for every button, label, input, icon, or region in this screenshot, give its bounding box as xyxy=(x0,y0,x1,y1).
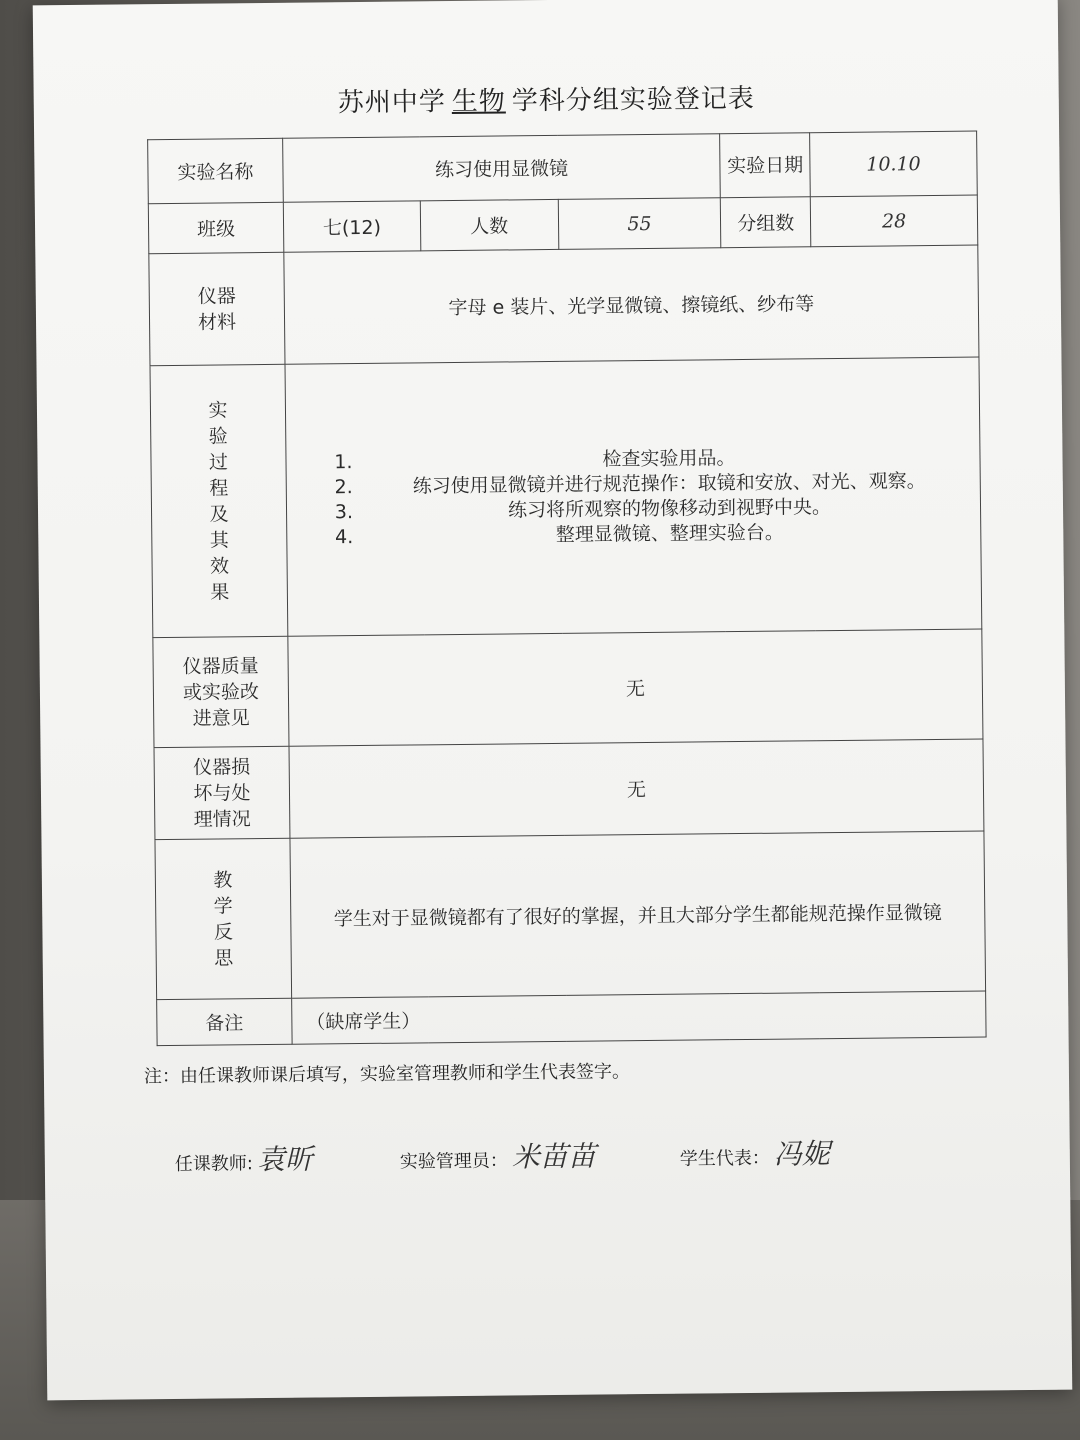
groups-value: 28 xyxy=(810,195,977,247)
process-steps xyxy=(285,357,982,636)
row-damage xyxy=(154,739,984,840)
class-value: 七(12) xyxy=(283,201,420,252)
row-experiment-name xyxy=(148,131,978,204)
equipment-label: 仪器材料 xyxy=(149,252,285,365)
row-remarks xyxy=(157,991,986,1046)
reflection-label: 教学反思 xyxy=(155,838,292,999)
quality-label: 仪器质量或实验改进意见 xyxy=(153,636,289,747)
process-step: 2. 练习使用显微镜并进行规范操作：取镜和安放、对光、观察。 xyxy=(359,468,980,500)
title-prefix: 苏州中学 xyxy=(337,87,446,119)
damage-label: 仪器损坏与处理情况 xyxy=(154,746,290,839)
student-signature xyxy=(680,1132,830,1174)
date-label: 实验日期 xyxy=(720,133,811,198)
remarks-value: （缺席学生） xyxy=(292,991,986,1044)
row-quality xyxy=(153,629,983,748)
date-value: 10.10 xyxy=(810,131,978,197)
footnote: 注：由任课教师课后填写，实验室管理教师和学生代表签字。 xyxy=(143,1061,631,1088)
class-label: 班级 xyxy=(148,202,283,253)
teacher-label: 任课教师: xyxy=(174,1153,254,1175)
row-reflection xyxy=(155,831,986,1000)
admin-signature xyxy=(400,1135,596,1177)
row-equipment xyxy=(149,245,979,366)
teacher-signature xyxy=(175,1138,314,1179)
count-value: 55 xyxy=(558,198,721,250)
title-suffix: 学科分组实验登记表 xyxy=(511,83,755,117)
student-name: 冯妮 xyxy=(773,1137,830,1171)
admin-label: 实验管理员： xyxy=(399,1150,508,1173)
quality-value: 无 xyxy=(288,629,983,746)
paper-sheet xyxy=(33,0,1073,1400)
form-title xyxy=(34,75,1059,123)
row-class-info xyxy=(148,195,977,254)
count-label: 人数 xyxy=(420,199,558,250)
experiment-name-value: 练习使用显微镜 xyxy=(283,134,721,203)
groups-label: 分组数 xyxy=(721,197,811,248)
signature-area xyxy=(174,1131,935,1177)
process-step: 3. 练习将所观察的物像移动到视野中央。 xyxy=(359,493,980,525)
remarks-label: 备注 xyxy=(157,998,292,1045)
reflection-value: 学生对于显微镜都有了很好的掌握，并且大部分学生都能规范操作显微镜 xyxy=(290,831,986,998)
process-step: 1. 检查实验用品。 xyxy=(358,443,979,475)
title-subject: 生物 xyxy=(451,86,506,118)
damage-value: 无 xyxy=(289,739,984,838)
row-process xyxy=(150,357,982,638)
process-label: 实验过程及其效果 xyxy=(150,364,288,637)
student-label: 学生代表： xyxy=(679,1147,770,1170)
teacher-name: 袁昕 xyxy=(256,1142,314,1177)
experiment-name-label: 实验名称 xyxy=(148,138,284,203)
equipment-value: 字母 e 装片、光学显微镜、擦镜纸、纱布等 xyxy=(284,245,979,364)
registration-table xyxy=(147,131,986,1047)
process-step: 4. 整理显微镜、整理实验台。 xyxy=(359,518,980,550)
admin-name: 米苗苗 xyxy=(511,1139,596,1174)
